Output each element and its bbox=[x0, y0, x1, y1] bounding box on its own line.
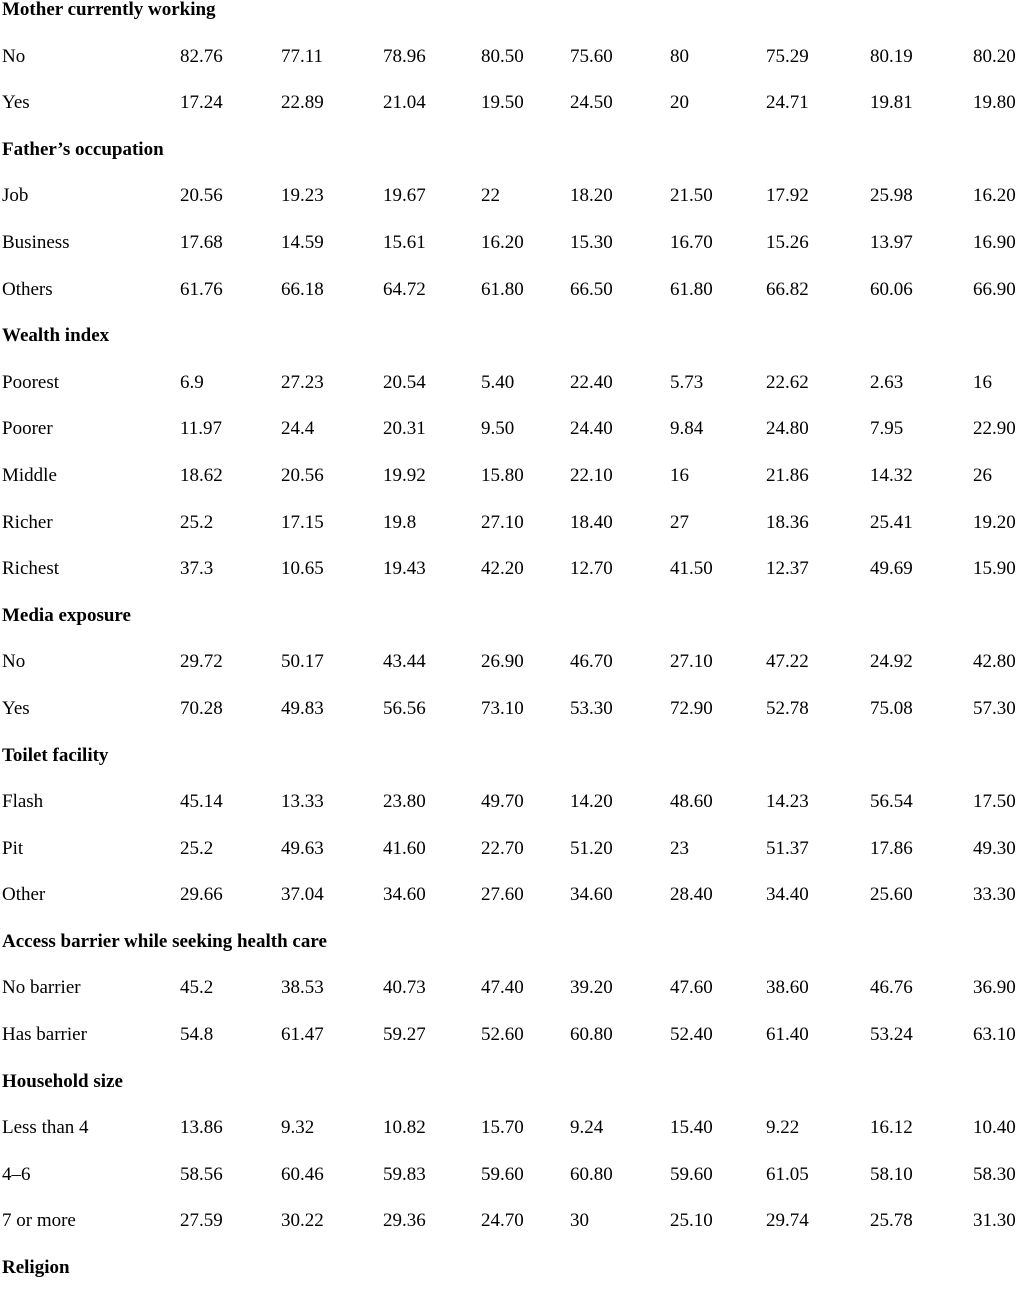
table-cell: 16.90 bbox=[973, 231, 1016, 253]
table-cell: 19.50 bbox=[481, 92, 524, 114]
table-cell: 58.10 bbox=[870, 1163, 913, 1185]
table-cell: 20.56 bbox=[180, 185, 223, 207]
table-cell: 17.86 bbox=[870, 837, 913, 859]
row-label: Flash bbox=[2, 791, 44, 813]
section-title: Access barrier while seeking health care bbox=[2, 930, 327, 952]
table-row bbox=[0, 1211, 1020, 1258]
table-cell: 23 bbox=[670, 837, 689, 859]
row-label: 4–6 bbox=[2, 1163, 31, 1185]
table-cell: 18.36 bbox=[766, 511, 809, 533]
table-row bbox=[0, 652, 1020, 699]
table-row bbox=[0, 1165, 1020, 1212]
table-cell: 61.05 bbox=[766, 1163, 809, 1185]
table-cell: 10.65 bbox=[281, 558, 324, 580]
table-cell: 61.80 bbox=[670, 278, 713, 300]
table-cell: 80.19 bbox=[870, 45, 913, 67]
table-cell: 21.86 bbox=[766, 464, 809, 486]
table-row bbox=[0, 93, 1020, 140]
table-cell: 24.92 bbox=[870, 651, 913, 673]
table-cell: 17.92 bbox=[766, 185, 809, 207]
table-cell: 13.33 bbox=[281, 791, 324, 813]
table-row bbox=[0, 1118, 1020, 1165]
table-cell: 18.62 bbox=[180, 464, 223, 486]
table-cell: 64.72 bbox=[383, 278, 426, 300]
table-cell: 29.36 bbox=[383, 1210, 426, 1232]
table-cell: 52.60 bbox=[481, 1024, 524, 1046]
table-cell: 37.04 bbox=[281, 884, 324, 906]
table-cell: 2.63 bbox=[870, 371, 904, 393]
table-row bbox=[0, 373, 1020, 420]
table-cell: 17.24 bbox=[180, 92, 223, 114]
table-cell: 29.74 bbox=[766, 1210, 809, 1232]
table-cell: 9.84 bbox=[670, 418, 704, 440]
table-cell: 9.22 bbox=[766, 1117, 800, 1139]
table-cell: 24.40 bbox=[570, 418, 613, 440]
table-cell: 46.70 bbox=[570, 651, 613, 673]
table-cell: 22.10 bbox=[570, 464, 613, 486]
table-cell: 20.54 bbox=[383, 371, 426, 393]
table-cell: 15.30 bbox=[570, 231, 613, 253]
table-cell: 51.20 bbox=[570, 837, 613, 859]
table-cell: 16.70 bbox=[670, 231, 713, 253]
table-cell: 19.43 bbox=[383, 558, 426, 580]
table-row bbox=[0, 1025, 1020, 1072]
section-header-row bbox=[0, 140, 1020, 187]
table-cell: 53.24 bbox=[870, 1024, 913, 1046]
section-header-row bbox=[0, 0, 1020, 47]
table-cell: 15.70 bbox=[481, 1117, 524, 1139]
table-cell: 7.95 bbox=[870, 418, 904, 440]
table-cell: 17.68 bbox=[180, 231, 223, 253]
table-cell: 11.97 bbox=[180, 418, 223, 440]
row-label: Yes bbox=[2, 92, 30, 114]
table-cell: 53.30 bbox=[570, 697, 613, 719]
table-cell: 10.40 bbox=[973, 1117, 1016, 1139]
table-cell: 80.50 bbox=[481, 45, 524, 67]
table-cell: 63.10 bbox=[973, 1024, 1016, 1046]
table-cell: 61.80 bbox=[481, 278, 524, 300]
table-cell: 41.60 bbox=[383, 837, 426, 859]
table-cell: 25.60 bbox=[870, 884, 913, 906]
table-cell: 9.24 bbox=[570, 1117, 604, 1139]
table-cell: 19.8 bbox=[383, 511, 417, 533]
table-cell: 31.30 bbox=[973, 1210, 1016, 1232]
table-cell: 16.20 bbox=[973, 185, 1016, 207]
table-cell: 49.30 bbox=[973, 837, 1016, 859]
table-cell: 25.2 bbox=[180, 837, 214, 859]
table-cell: 16 bbox=[670, 464, 689, 486]
table-cell: 72.90 bbox=[670, 697, 713, 719]
table-cell: 24.80 bbox=[766, 418, 809, 440]
section-title: Father’s occupation bbox=[2, 138, 164, 160]
table-cell: 41.50 bbox=[670, 558, 713, 580]
table-row bbox=[0, 233, 1020, 280]
table-cell: 13.97 bbox=[870, 231, 913, 253]
section-header-row bbox=[0, 1072, 1020, 1119]
table-cell: 45.2 bbox=[180, 977, 214, 999]
table-cell: 14.32 bbox=[870, 464, 913, 486]
table-cell: 14.20 bbox=[570, 791, 613, 813]
table-cell: 16.12 bbox=[870, 1117, 913, 1139]
table-row bbox=[0, 839, 1020, 886]
table-cell: 38.53 bbox=[281, 977, 324, 999]
table-row bbox=[0, 466, 1020, 513]
table-row bbox=[0, 47, 1020, 94]
table-cell: 15.61 bbox=[383, 231, 426, 253]
table-cell: 16 bbox=[973, 371, 992, 393]
table-cell: 9.50 bbox=[481, 418, 515, 440]
table-cell: 22.89 bbox=[281, 92, 324, 114]
table-cell: 21.50 bbox=[670, 185, 713, 207]
table-cell: 59.60 bbox=[481, 1163, 524, 1185]
table-cell: 56.54 bbox=[870, 791, 913, 813]
table-cell: 70.28 bbox=[180, 697, 223, 719]
table-cell: 24.50 bbox=[570, 92, 613, 114]
table-cell: 61.40 bbox=[766, 1024, 809, 1046]
table-cell: 58.30 bbox=[973, 1163, 1016, 1185]
table-cell: 27.59 bbox=[180, 1210, 223, 1232]
table-cell: 14.23 bbox=[766, 791, 809, 813]
table-cell: 48.60 bbox=[670, 791, 713, 813]
table-cell: 56.56 bbox=[383, 697, 426, 719]
table-cell: 20.56 bbox=[281, 464, 324, 486]
table-row bbox=[0, 792, 1020, 839]
table-cell: 60.46 bbox=[281, 1163, 324, 1185]
table-cell: 43.44 bbox=[383, 651, 426, 673]
table-cell: 59.60 bbox=[670, 1163, 713, 1185]
table-cell: 19.67 bbox=[383, 185, 426, 207]
table-cell: 75.08 bbox=[870, 697, 913, 719]
table-cell: 49.69 bbox=[870, 558, 913, 580]
table-cell: 80.20 bbox=[973, 45, 1016, 67]
table-row bbox=[0, 559, 1020, 606]
table-row bbox=[0, 885, 1020, 932]
table-cell: 25.10 bbox=[670, 1210, 713, 1232]
section-header-row bbox=[0, 746, 1020, 793]
table-cell: 42.80 bbox=[973, 651, 1016, 673]
table-cell: 22.90 bbox=[973, 418, 1016, 440]
row-label: Less than 4 bbox=[2, 1117, 89, 1139]
section-header-row bbox=[0, 326, 1020, 373]
table-cell: 75.29 bbox=[766, 45, 809, 67]
table-cell: 10.82 bbox=[383, 1117, 426, 1139]
table-cell: 49.70 bbox=[481, 791, 524, 813]
table-cell: 13.86 bbox=[180, 1117, 223, 1139]
section-header-row bbox=[0, 1258, 1020, 1305]
table-cell: 20 bbox=[670, 92, 689, 114]
table-cell: 21.04 bbox=[383, 92, 426, 114]
section-title: Household size bbox=[2, 1070, 123, 1092]
table-cell: 22.62 bbox=[766, 371, 809, 393]
table-cell: 28.40 bbox=[670, 884, 713, 906]
table-cell: 17.50 bbox=[973, 791, 1016, 813]
table-cell: 58.56 bbox=[180, 1163, 223, 1185]
table-cell: 24.4 bbox=[281, 418, 315, 440]
table-cell: 33.30 bbox=[973, 884, 1016, 906]
table-row bbox=[0, 699, 1020, 746]
table-cell: 18.40 bbox=[570, 511, 613, 533]
row-label: Poorer bbox=[2, 418, 53, 440]
row-label: Yes bbox=[2, 697, 30, 719]
row-label: Other bbox=[2, 884, 46, 906]
table-cell: 46.76 bbox=[870, 977, 913, 999]
table-cell: 26.90 bbox=[481, 651, 524, 673]
table-cell: 25.98 bbox=[870, 185, 913, 207]
section-title: Mother currently working bbox=[2, 0, 216, 20]
table-cell: 15.80 bbox=[481, 464, 524, 486]
table-cell: 42.20 bbox=[481, 558, 524, 580]
row-label: Others bbox=[2, 278, 53, 300]
table-cell: 34.60 bbox=[570, 884, 613, 906]
table-cell: 22 bbox=[481, 185, 500, 207]
table-cell: 16.20 bbox=[481, 231, 524, 253]
section-header-row bbox=[0, 606, 1020, 653]
section-title: Wealth index bbox=[2, 325, 110, 347]
table-cell: 59.83 bbox=[383, 1163, 426, 1185]
table-cell: 66.50 bbox=[570, 278, 613, 300]
table-cell: 61.76 bbox=[180, 278, 223, 300]
row-label: Pit bbox=[2, 837, 24, 859]
table-cell: 47.60 bbox=[670, 977, 713, 999]
table-cell: 12.70 bbox=[570, 558, 613, 580]
table-cell: 82.76 bbox=[180, 45, 223, 67]
table-cell: 26 bbox=[973, 464, 992, 486]
table-cell: 80 bbox=[670, 45, 689, 67]
row-label: No bbox=[2, 45, 26, 67]
table-cell: 40.73 bbox=[383, 977, 426, 999]
table-cell: 19.23 bbox=[281, 185, 324, 207]
table-cell: 29.72 bbox=[180, 651, 223, 673]
table-cell: 60.80 bbox=[570, 1163, 613, 1185]
table-cell: 5.40 bbox=[481, 371, 515, 393]
section-title: Toilet facility bbox=[2, 744, 109, 766]
row-label: Poorest bbox=[2, 371, 59, 393]
table-cell: 29.66 bbox=[180, 884, 223, 906]
table-cell: 49.63 bbox=[281, 837, 324, 859]
table-cell: 14.59 bbox=[281, 231, 324, 253]
table-cell: 18.20 bbox=[570, 185, 613, 207]
table-cell: 5.73 bbox=[670, 371, 704, 393]
table-cell: 61.47 bbox=[281, 1024, 324, 1046]
table-cell: 34.60 bbox=[383, 884, 426, 906]
table-cell: 75.60 bbox=[570, 45, 613, 67]
row-label: No barrier bbox=[2, 977, 81, 999]
table-cell: 57.30 bbox=[973, 697, 1016, 719]
table-row bbox=[0, 419, 1020, 466]
table-cell: 37.3 bbox=[180, 558, 214, 580]
table-cell: 50.17 bbox=[281, 651, 324, 673]
table-cell: 27.60 bbox=[481, 884, 524, 906]
table-cell: 34.40 bbox=[766, 884, 809, 906]
table-cell: 27.10 bbox=[670, 651, 713, 673]
table-cell: 15.90 bbox=[973, 558, 1016, 580]
table-cell: 6.9 bbox=[180, 371, 204, 393]
table-cell: 38.60 bbox=[766, 977, 809, 999]
table-cell: 22.40 bbox=[570, 371, 613, 393]
table-cell: 22.70 bbox=[481, 837, 524, 859]
table-cell: 15.26 bbox=[766, 231, 809, 253]
table-row bbox=[0, 280, 1020, 327]
table-cell: 52.78 bbox=[766, 697, 809, 719]
table-cell: 20.31 bbox=[383, 418, 426, 440]
section-title: Religion bbox=[2, 1257, 70, 1279]
table-cell: 19.80 bbox=[973, 92, 1016, 114]
table-cell: 51.37 bbox=[766, 837, 809, 859]
table-cell: 66.90 bbox=[973, 278, 1016, 300]
table-cell: 27.23 bbox=[281, 371, 324, 393]
table-cell: 66.18 bbox=[281, 278, 324, 300]
table-cell: 24.71 bbox=[766, 92, 809, 114]
table-cell: 47.40 bbox=[481, 977, 524, 999]
table-cell: 19.20 bbox=[973, 511, 1016, 533]
row-label: Richer bbox=[2, 511, 53, 533]
table-cell: 77.11 bbox=[281, 45, 324, 67]
section-title: Media exposure bbox=[2, 604, 131, 626]
table-cell: 19.92 bbox=[383, 464, 426, 486]
table-cell: 19.81 bbox=[870, 92, 913, 114]
table-cell: 9.32 bbox=[281, 1117, 315, 1139]
table-row bbox=[0, 978, 1020, 1025]
table-cell: 73.10 bbox=[481, 697, 524, 719]
table-cell: 27 bbox=[670, 511, 689, 533]
table-cell: 30.22 bbox=[281, 1210, 324, 1232]
table-cell: 45.14 bbox=[180, 791, 223, 813]
table-cell: 23.80 bbox=[383, 791, 426, 813]
table-cell: 47.22 bbox=[766, 651, 809, 673]
table-cell: 25.41 bbox=[870, 511, 913, 533]
table-cell: 24.70 bbox=[481, 1210, 524, 1232]
section-header-row bbox=[0, 932, 1020, 979]
row-label: Job bbox=[2, 185, 29, 207]
table-row bbox=[0, 513, 1020, 560]
table-cell: 25.78 bbox=[870, 1210, 913, 1232]
row-label: Business bbox=[2, 231, 70, 253]
table-cell: 52.40 bbox=[670, 1024, 713, 1046]
row-label: Richest bbox=[2, 558, 59, 580]
table-cell: 54.8 bbox=[180, 1024, 214, 1046]
table-cell: 49.83 bbox=[281, 697, 324, 719]
row-label: Middle bbox=[2, 464, 57, 486]
table-cell: 60.06 bbox=[870, 278, 913, 300]
table-cell: 15.40 bbox=[670, 1117, 713, 1139]
table-row bbox=[0, 186, 1020, 233]
row-label: 7 or more bbox=[2, 1210, 76, 1232]
table-cell: 78.96 bbox=[383, 45, 426, 67]
table-cell: 60.80 bbox=[570, 1024, 613, 1046]
table-cell: 36.90 bbox=[973, 977, 1016, 999]
row-label: Has barrier bbox=[2, 1024, 87, 1046]
table-cell: 30 bbox=[570, 1210, 589, 1232]
table-cell: 12.37 bbox=[766, 558, 809, 580]
row-label: No bbox=[2, 651, 26, 673]
table-cell: 66.82 bbox=[766, 278, 809, 300]
table-cell: 27.10 bbox=[481, 511, 524, 533]
table-cell: 39.20 bbox=[570, 977, 613, 999]
table-cell: 59.27 bbox=[383, 1024, 426, 1046]
table-cell: 25.2 bbox=[180, 511, 214, 533]
table-cell: 17.15 bbox=[281, 511, 324, 533]
